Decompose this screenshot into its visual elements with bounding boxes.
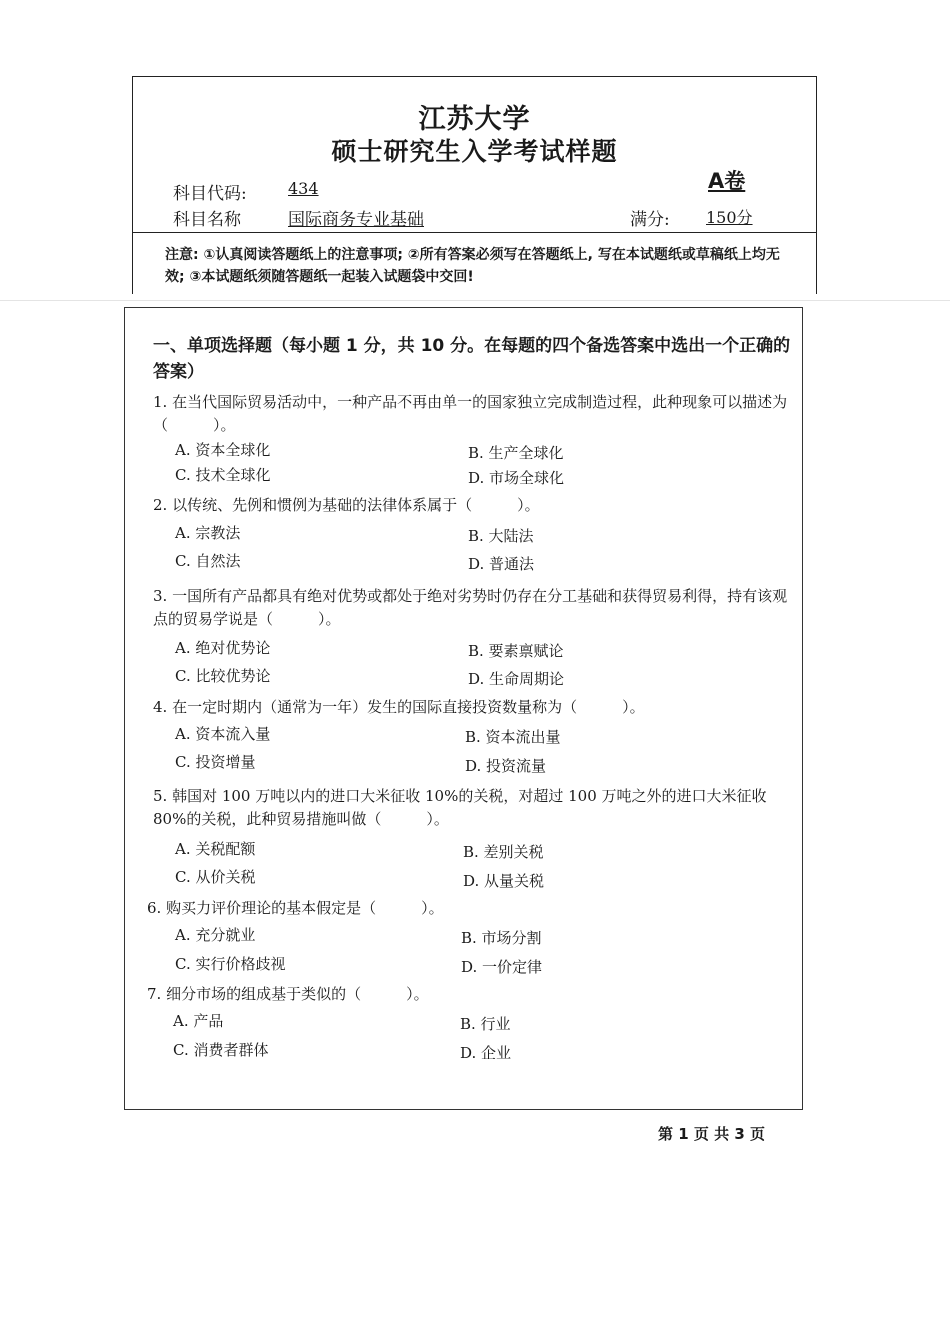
option-1c: C. 技术全球化: [175, 466, 271, 484]
option-7d: D. 企业: [460, 1044, 512, 1062]
scan-artifact-line: [0, 300, 950, 301]
question-2: 2. 以传统、先例和惯例为基础的法律体系属于（ ）。: [153, 496, 540, 514]
option-3c: C. 比较优势论: [175, 667, 271, 685]
option-4a: A. 资本流入量: [175, 725, 271, 743]
option-4b: B. 资本流出量: [465, 728, 561, 746]
option-6c: C. 实行价格歧视: [175, 955, 286, 973]
option-1d: D. 市场全球化: [468, 469, 565, 487]
header-divider: [133, 232, 816, 233]
option-2b: B. 大陆法: [468, 527, 534, 545]
university-name: 江苏大学: [418, 104, 531, 135]
subject-name-value: 国际商务专业基础: [288, 210, 424, 230]
page-number: 第 1 页 共 3 页: [658, 1125, 765, 1143]
question-3: 3. 一国所有产品都具有绝对优势或都处于绝对劣势时仍存在分工基础和获得贸易利得，持有该观点的贸易学说是（ ）。: [153, 587, 788, 628]
exam-notice: 注意: ①认真阅读答题纸上的注意事项; ②所有答案必须写在答题纸上, 写在本试题纸或草稿纸上均无效; ③本试题纸须随答题纸一起装入试题袋中交回!: [165, 247, 780, 285]
question-4: 4. 在一定时期内（通常为一年）发生的国际直接投资数量称为（ ）。: [153, 698, 645, 716]
section-heading: 一、单项选择题（每小题 1 分，共 10 分。在每题的四个备选答案中选出一个正确的答案）: [153, 336, 791, 382]
option-6a: A. 充分就业: [175, 926, 256, 944]
option-2d: D. 普通法: [468, 555, 535, 573]
question-5: 5. 韩国对 100 万吨以内的进口大米征收 10%的关税，对超过 100 万吨之外的进口大米征收 80%的关税，此种贸易措施叫做（ ）。: [153, 787, 767, 828]
subject-code-label: 科目代码:: [173, 184, 247, 204]
subject-name-label: 科目名称: [173, 210, 241, 230]
option-3d: D. 生命周期论: [468, 670, 565, 688]
option-6d: D. 一价定律: [461, 958, 543, 976]
subject-code-value: 434: [288, 179, 319, 198]
option-2a: A. 宗教法: [175, 524, 241, 542]
full-score-label: 满分:: [630, 210, 670, 230]
paper-version: A卷: [708, 169, 746, 193]
question-section: [124, 307, 803, 1110]
option-5c: C. 从价关税: [175, 868, 256, 886]
option-1a: A. 资本全球化: [175, 441, 271, 459]
question-6: 6. 购买力评价理论的基本假定是（ ）。: [147, 899, 444, 917]
option-5b: B. 差别关税: [463, 843, 544, 861]
option-6b: B. 市场分割: [461, 929, 542, 947]
option-7a: A. 产品: [173, 1012, 224, 1030]
option-2c: C. 自然法: [175, 552, 241, 570]
option-3a: A. 绝对优势论: [175, 639, 271, 657]
option-3b: B. 要素禀赋论: [468, 642, 564, 660]
full-score-value: 150分: [706, 208, 753, 227]
option-4d: D. 投资流量: [465, 757, 547, 775]
exam-header: [132, 76, 817, 294]
question-7: 7. 细分市场的组成基于类似的（ ）。: [147, 985, 429, 1003]
question-1: 1. 在当代国际贸易活动中，一种产品不再由单一的国家独立完成制造过程，此种现象可以描述为（ ）。: [153, 393, 788, 434]
option-1b: B. 生产全球化: [468, 444, 564, 462]
option-5d: D. 从量关税: [463, 872, 545, 890]
option-4c: C. 投资增量: [175, 753, 256, 771]
option-7c: C. 消费者群体: [173, 1041, 269, 1059]
exam-title: 硕士研究生入学考试样题: [331, 137, 618, 166]
option-7b: B. 行业: [460, 1015, 511, 1033]
option-5a: A. 关税配额: [175, 840, 256, 858]
